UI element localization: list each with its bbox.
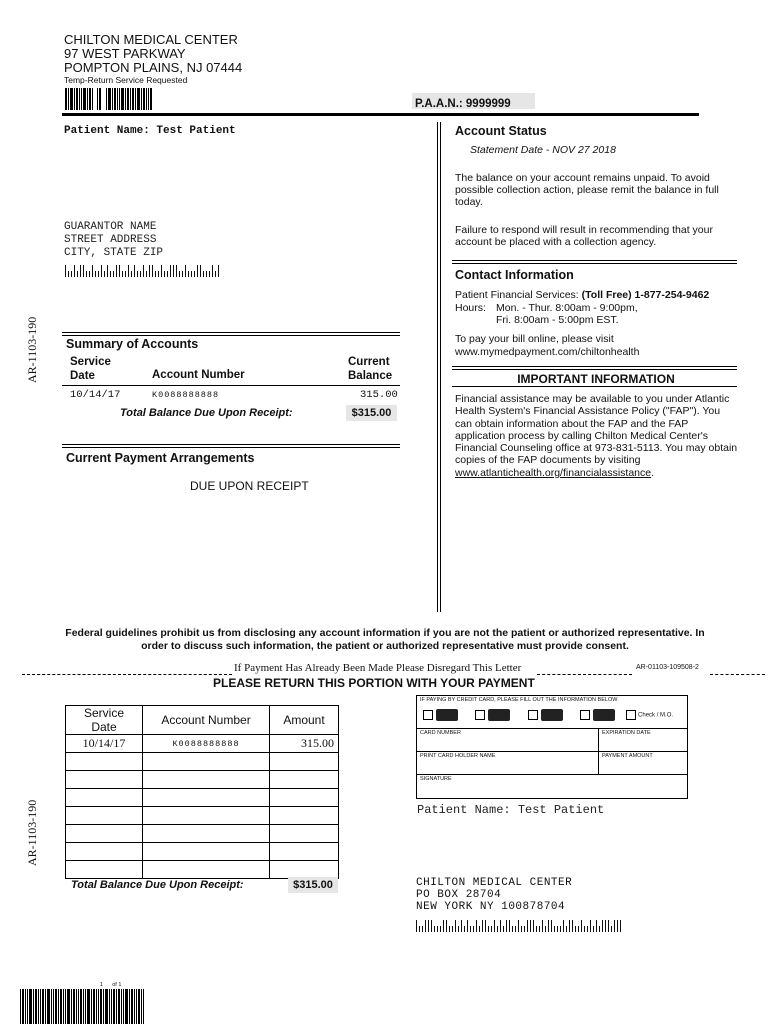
table-row <box>66 771 339 789</box>
remit-table-header <box>66 706 339 735</box>
remit-patient-name: Patient Name: Test Patient <box>417 803 605 817</box>
paan-number: P.A.A.N.: 9999999 <box>415 98 511 110</box>
hours-label: Hours: <box>455 302 486 314</box>
guarantor-postal-barcode <box>65 265 221 277</box>
hours-weekday: Mon. - Thur. 8:00am - 9:00pm, <box>496 302 638 314</box>
credit-card-form <box>416 695 688 799</box>
toll-free-number: (Toll Free) 1-877-254-9462 <box>581 289 710 301</box>
card-number-label: CARD NUMBER <box>420 730 461 736</box>
summary-underline <box>62 385 400 386</box>
return-title: PLEASE RETURN THIS PORTION WITH YOUR PAYMENT <box>213 676 535 690</box>
col-current-balance-header: Current Balance <box>348 356 393 382</box>
holder-name-label: PRINT CARD HOLDER NAME <box>420 753 496 759</box>
remit-to-name: CHILTON MEDICAL CENTER <box>416 877 573 889</box>
summary-rule <box>62 332 400 336</box>
hours-friday: Fri. 8:00am - 5:00pm EST. <box>496 314 619 326</box>
status-paragraph-2: Failure to respond will result in recommending that your account be placed with a collection agency. <box>455 224 713 248</box>
guarantor-address <box>64 221 163 260</box>
signature-label: SIGNATURE <box>420 776 452 782</box>
table-row <box>66 753 339 771</box>
side-code: AR-1103-190 <box>25 316 39 383</box>
page-label: 1 of 1 <box>100 982 122 988</box>
summary-account: K0088888888 <box>152 390 220 400</box>
remit-to-box: PO BOX 28704 <box>416 889 502 901</box>
check-mo-checkbox[interactable] <box>626 710 636 720</box>
column-divider <box>437 122 441 612</box>
remit-header-date: Service Date <box>66 706 143 735</box>
summary-total-label: Total Balance Due Upon Receipt: <box>120 407 293 419</box>
statement-date: Statement Date - NOV 27 2018 <box>470 144 616 156</box>
discover-icon <box>541 709 563 721</box>
contact-phone-line: Patient Financial Services: (Toll Free) 1-877-254-9462 <box>455 289 710 301</box>
expiration-label: EXPIRATION DATE <box>602 730 651 736</box>
important-underline <box>452 386 737 387</box>
pay-online-text: To pay your bill online, please visit <box>455 333 614 345</box>
holder-name-row <box>417 751 687 775</box>
guarantor-street: STREET ADDRESS <box>64 234 157 246</box>
table-row <box>66 861 339 879</box>
contact-heading: Contact Information <box>455 268 574 282</box>
sender-address-line1: 97 WEST PARKWAY <box>64 46 186 61</box>
remit-header-account: Account Number <box>143 706 270 735</box>
disregard-notice: If Payment Has Already Been Made Please Disregard This Letter <box>234 662 522 674</box>
header-rule <box>62 113 699 116</box>
arrangements-value: DUE UPON RECEIPT <box>190 479 309 493</box>
table-row <box>66 825 339 843</box>
cut-line-mid <box>537 674 632 675</box>
mastercard-icon <box>436 709 458 721</box>
status-paragraph-1: The balance on your account remains unpaid. To avoid possible collection action, please remit the balance in full today. <box>455 172 719 208</box>
mastercard-checkbox[interactable] <box>423 710 433 720</box>
top-barcode <box>65 88 153 110</box>
summary-date: 10/14/17 <box>70 389 121 401</box>
summary-balance: 315.00 <box>360 389 398 401</box>
side-code-lower: AR-1103-190 <box>25 799 39 866</box>
remit-to-address <box>416 877 572 913</box>
sender-name: CHILTON MEDICAL CENTER <box>64 32 238 47</box>
table-row <box>66 807 339 825</box>
visa-checkbox[interactable] <box>475 710 485 720</box>
bottom-barcode <box>20 989 145 1024</box>
sender-address <box>64 33 242 85</box>
fap-link[interactable]: www.atlantichealth.org/financialassistance <box>455 466 652 479</box>
table-row <box>66 789 339 807</box>
service-note: Temp-Return Service Requested <box>64 75 188 85</box>
remit-account: K0088888888 <box>143 735 270 753</box>
card-number-row <box>417 728 687 752</box>
remit-to-city: NEW YORK NY 100878704 <box>416 901 566 913</box>
card-type-row <box>423 709 685 721</box>
important-heading: IMPORTANT INFORMATION <box>517 372 675 386</box>
col-service-date-header: Service Date <box>70 356 111 382</box>
remit-postal-barcode <box>416 920 623 932</box>
cut-line-right <box>710 674 765 675</box>
visa-icon <box>488 709 510 721</box>
summary-total-value: $315.00 <box>346 405 397 421</box>
form-code: AR-01103-109508-2 <box>636 664 699 671</box>
arrangements-heading: Current Payment Arrangements <box>66 451 255 465</box>
account-status-heading: Account Status <box>455 124 547 138</box>
remit-total-value: $315.00 <box>288 877 338 893</box>
discover-checkbox[interactable] <box>528 710 538 720</box>
card-number-field[interactable] <box>417 729 599 752</box>
summary-heading: Summary of Accounts <box>66 337 199 351</box>
paan-box <box>412 93 535 109</box>
check-mo-label: Check / M.O. <box>638 712 674 719</box>
guarantor-name: GUARANTOR NAME <box>64 221 157 233</box>
remit-table <box>65 705 339 879</box>
remit-date: 10/14/17 <box>66 735 143 753</box>
amex-icon <box>593 709 615 721</box>
arrangements-rule <box>62 444 400 448</box>
signature-row[interactable] <box>417 774 687 798</box>
pay-online-url[interactable]: www.mymedpayment.com/chiltonhealth <box>455 346 640 358</box>
important-text: Financial assistance may be available to you under Atlantic Health System's Financial Assistance Policy ("FAP"). You can obtain information about the FAP and the FAP application process by calling Chilton Medical Center's Financial Counseling office at 973-831-5113. You may obtain copies of the FAP documents by visiting www.atlantichealth.org/financialassistance. <box>455 393 738 479</box>
patient-name: Patient Name: Test Patient <box>64 125 236 137</box>
remit-amount: 315.00 <box>270 735 339 753</box>
payment-amount-label: PAYMENT AMOUNT <box>602 753 653 759</box>
amex-checkbox[interactable] <box>580 710 590 720</box>
col-account-number-header: Account Number <box>152 369 245 381</box>
guarantor-city: CITY, STATE ZIP <box>64 247 164 259</box>
credit-card-title: IF PAYING BY CREDIT CARD, PLEASE FILL OUT THE INFORMATION BELOW <box>420 697 618 703</box>
table-row <box>66 735 339 753</box>
contact-rule <box>452 260 737 264</box>
important-rule <box>452 366 737 370</box>
holder-name-field[interactable] <box>417 752 599 775</box>
remit-header-amount: Amount <box>270 706 339 735</box>
table-row <box>66 843 339 861</box>
cut-line-left <box>22 674 232 675</box>
sender-address-line2: POMPTON PLAINS, NJ 07444 <box>64 60 243 75</box>
federal-notice: Federal guidelines prohibit us from disclosing any account information if you are not the patient or authorized representative. In order to discuss such information, the patient or authorized representative must provide consent. <box>65 627 705 652</box>
remit-total-label: Total Balance Due Upon Receipt: <box>71 879 244 891</box>
